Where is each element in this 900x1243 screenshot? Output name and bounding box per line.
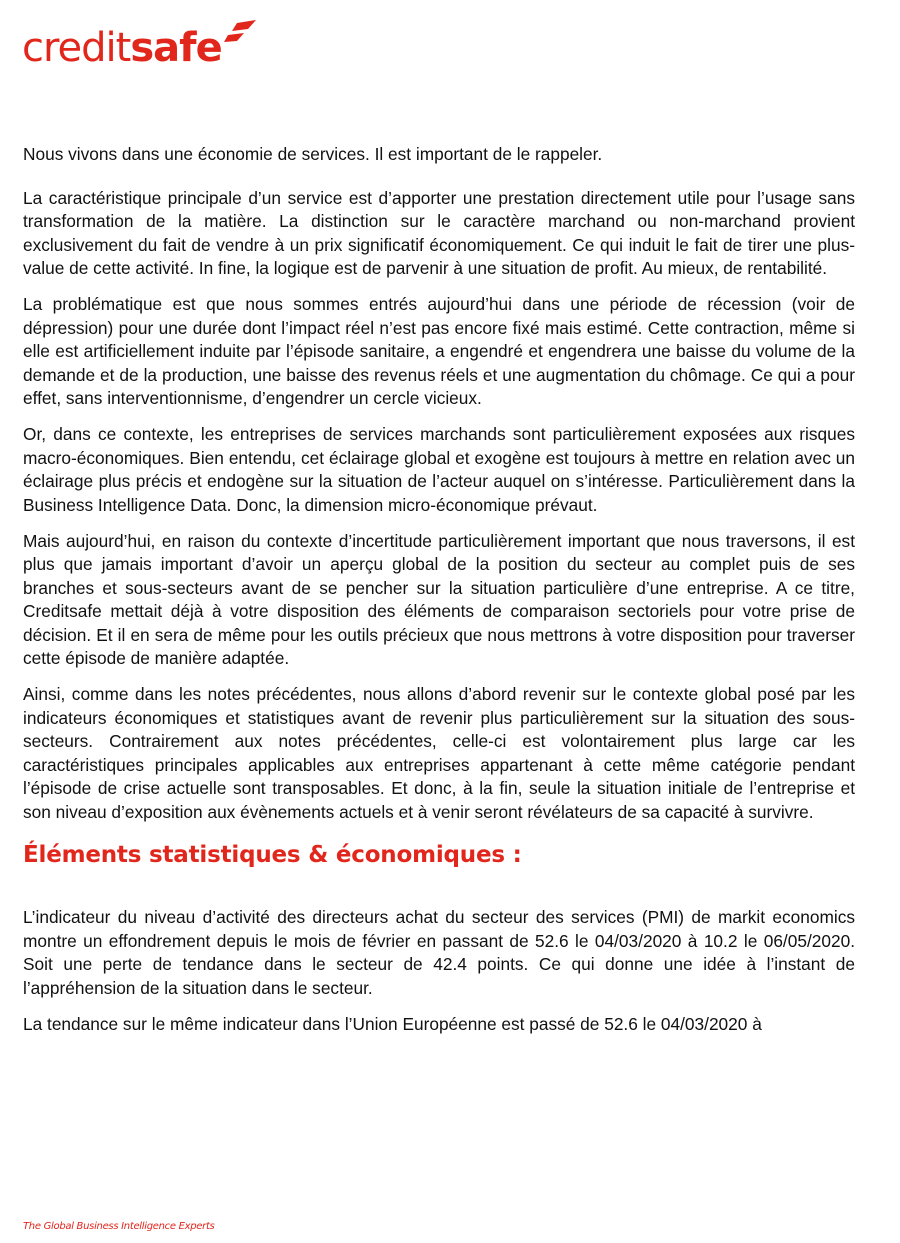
- logo-text-credit: credit: [22, 25, 131, 71]
- paragraph-pmi-indicator: L’indicateur du niveau d’activité des directeurs achat du secteur des services (PMI) de markit economics montre un effondrement depuis le mois de février en passant de 52.6 le 04/03/2020 à 10.2 le 06/05/2020. Soit une perte de tendance dans le secteur de 42.4 points. Ce qui donne une idée à l’instant de l’appréhension de la situation dans le secteur.: [23, 907, 855, 998]
- footer-tagline: The Global Business Intelligence Experts: [23, 1221, 215, 1232]
- paragraph-market-services-risk: Or, dans ce contexte, les entreprises de services marchands sont particulièrement exposées aux risques macro-économiques. Bien entendu, cet éclairage global et exogène est toujours à mettre en relation avec un éclairage plus précis et endogène sur la situation de l’acteur auquel on s’intéresse. Particulièrement dans la Business Intelligence Data. Donc, la dimension micro-économique prévaut.: [23, 424, 855, 515]
- swoosh-icon: [223, 20, 257, 50]
- paragraph-eu-trend: La tendance sur le même indicateur dans l’Union Européenne est passé de 52.6 le 04/03/2020 à: [23, 1013, 762, 1034]
- logo-text-safe: safe: [130, 25, 222, 71]
- creditsafe-logo: [22, 22, 257, 71]
- paragraph-recession: La problématique est que nous sommes entrés aujourd’hui dans une période de récession (voir de dépression) pour une durée dont l’impact réel n’est pas encore fixé mais estimé. Cette contraction, même si elle est artificiellement induite par l’épisode sanitaire, a engendré et engendrera une baisse du volume de la demande et de la production, une baisse des revenus réels et une augmentation du chômage. Ce qui a pour effet, sans interventionnisme, d’engendrer un cercle vicieux.: [23, 294, 855, 408]
- paragraph-approach: Ainsi, comme dans les notes précédentes, nous allons d’abord revenir sur le contexte global posé par les indicateurs économiques et statistiques avant de revenir plus particulièrement sur la situation des sous-secteurs. Contrairement aux notes précédentes, celle-ci est volontairement plus large car les caractéristiques principales applicables aux entreprises appartenant à cette même catégorie pendant l’épisode de crise actuelle sont transposables. Et donc, à la fin, seule la situation initiale de l’entreprise et son niveau d’exposition aux évènements actuels et à venir seront révélateurs de sa capacité à survivre.: [23, 684, 855, 822]
- paragraph-uncertainty: Mais aujourd’hui, en raison du contexte d’incertitude particulièrement important que nous traversons, il est plus que jamais important d’avoir un aperçu global de la position du secteur au complet puis de ses branches et sous-secteurs avant de se pencher sur la situation particulière d’une entreprise. A ce titre, Creditsafe mettait déjà à votre disposition des éléments de comparaison sectoriels pour votre prise de décision. Et il en sera de même pour les outils précieux que nous mettrons à votre disposition pour traverser cette épisode de manière adaptée.: [23, 530, 855, 668]
- section-heading: Éléments statistiques & économiques :: [23, 842, 522, 868]
- document-body: [23, 143, 855, 1049]
- paragraph-intro: Nous vivons dans une économie de services. Il est important de le rappeler.: [23, 144, 603, 164]
- paragraph-service-definition: La caractéristique principale d’un service est d’apporter une prestation directement utile pour l’usage sans transformation de la matière. La distinction sur le caractère marchand ou non-marchand provient exclusivement du fait de vendre à un prix significatif économiquement. Ce qui induit le fait de tirer une plus-value de cette activité. In fine, la logique est de parvenir à une situation de profit. Au mieux, de rentabilité.: [23, 187, 855, 278]
